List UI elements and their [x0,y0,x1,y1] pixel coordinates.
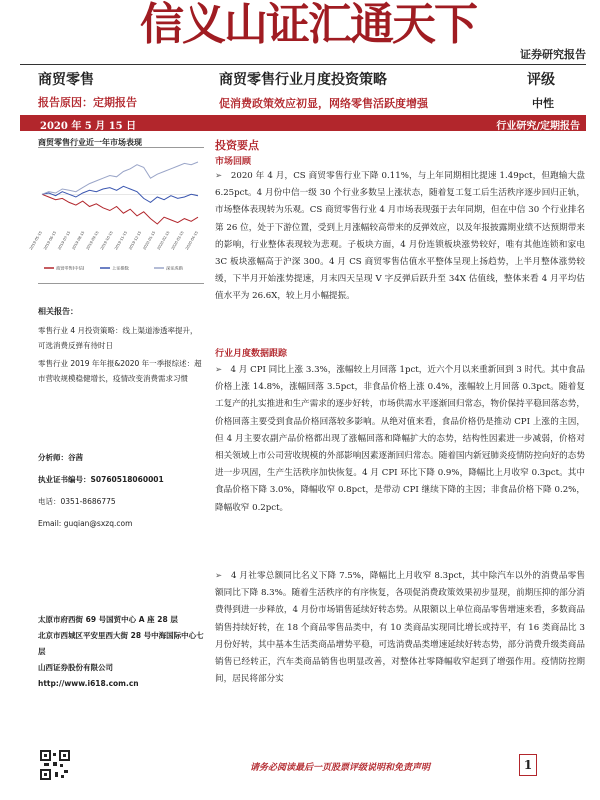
x-tick-label: 2019-08-15 [71,230,86,251]
industry-label: 商贸零售 [38,72,94,88]
report-subtitle: 促消费政策效应初显，网络零售活跃度增强 [219,97,428,110]
related-reports-heading: 相关报告： [38,307,78,316]
x-tick-label: 2019-12-15 [128,230,143,251]
address-line: 北京市西城区平安里西大街 28 号中海国际中心七层 [38,631,204,656]
bullet-arrow-icon: ➢ [215,365,223,375]
license-number: 执业证书编号：S0760518060001 [38,475,164,484]
legend-label: 商贸零售(中信) [56,265,85,271]
cpi-text: 4 月 CPI 同比上涨 3.3%，涨幅较上月回落 1pct，近六个月以来重新回到 3 时代。其中食品价格上涨 14.8%，涨幅回落 3.5pct，非食品价格上涨 0.4%，涨幅较上月回落 0.3pct。随着复工复产的扎实推进和生产需求的逐步好转，市场供需水平逐渐回归常态，物价保持平稳回落态势，价格回落主要受到食品价格回落较多影响。从绝对值来看，食品价格仍是推动 CPI 上涨的主因，但 4 月主要农副产品价格都出现了涨幅回落和降幅扩大的态势，结构性因素进一步减弱，价格对相关领域上市公司营收规模的外部影响因素逐渐回归常态。随着国内新冠肺炎疫情防控向好的态势进一步巩固，生产生活秩序加快恢复。4 月 CPI 环比下降 0.9%，降幅比上月收窄 0.3pct。其中食品价格下降 3.0%，降幅收窄 0.8pct，是带动 CPI 继续下降的主因；非食品价格下降 0.2%，降幅收窄 0.2pct。 [215,365,585,513]
x-tick-label: 2020-04-15 [184,230,199,251]
rating-label: 评级 [527,72,555,88]
analyst-name: 谷茜 [68,453,83,462]
x-tick-label: 2020-03-15 [170,230,185,251]
analyst-info [38,447,164,535]
x-tick-label: 2019-09-15 [85,230,100,251]
address-line: 太原市府西街 69 号国贸中心 A 座 28 层 [38,615,178,624]
email-link[interactable]: Email: guqian@sxzq.com [38,519,133,528]
qr-code-icon [40,750,70,780]
page-number: 1 [519,754,537,776]
x-tick-label: 2019-10-15 [99,230,114,251]
related-report-link[interactable]: 零售行业 4 月投资策略：线上渠道渗透率提升，可选消费反弹有待时日 [38,326,198,350]
chart-bottom-divider [38,283,204,284]
website-link[interactable]: http://www.i618.com.cn [38,679,139,688]
performance-chart [28,150,204,280]
report-category: 行业研究/定期报告 [496,121,580,132]
market-review-paragraph [215,168,585,306]
chart-title: 商贸零售行业近一年市场表现 [38,138,142,147]
company-address [38,612,208,692]
market-review-title: 市场回顾 [215,157,252,167]
retail-paragraph [215,568,585,750]
header-divider [20,64,586,65]
legend-label: 上证指数 [112,265,129,271]
series-line [42,194,198,224]
report-reason: 报告原因：定期报告 [38,96,137,109]
market-review-text: 2020 年 4 月，CS 商贸零售行业下降 0.11%，与上年同期相比提速 1.49pct，但跑输大盘 6.25pct。4 月份中信一级 30 个行业多数呈上涨状态，随着复工复工后生活秩序逐步回归正轨，市场整体表现转为乐观。CS 商贸零售行业 4 月市场表现强于去年同期，但在中信 30 个行业排名第 26 位，处于下游位置，受到上月涨幅较高带来的反弹效应，以及年报披露期业绩不达预期带来的影响，行业整体表现较为悲观。子板块方面，4 月份连锁板块涨势较好，唯有其他连锁和家电 3C 板块涨幅高于沪深 300。4 月 CS 商贸零售估值水平整体呈现上扬趋势，上半月整体涨势较缓，下半月开始涨势提速，月末四天呈现 V 字反弹后跃升至 34X 估值线，整体来看 4 月平均估值水平为 26.6X，较上月小幅提振。 [215,171,585,302]
related-report-link[interactable]: 零售行业 2019 年年报&2020 年一季报综述：超市营收规模稳健增长，疫情改变消费需求习惯 [38,359,202,383]
bullet-arrow-icon: ➢ [215,571,223,581]
rating-value: 中性 [532,97,554,110]
x-tick-label: 2020-01-15 [142,230,157,251]
x-tick-label: 2019-06-15 [43,230,58,251]
analyst-label: 分析师： [38,453,68,462]
chart-top-divider [38,147,204,148]
data-tracking-title: 行业月度数据跟踪 [215,349,288,359]
retail-text: 4 月社零总额同比名义下降 7.5%，降幅比上月收窄 8.3pct，其中除汽车以外的消费品零售额同比下降 8.3%。随着生活秩序的有序恢复，各项促消费政策效果初步显现，前期压抑的部分消费得到进一步释放，4 月份市场销售延续好转态势。从限额以上单位商品零售增速来看，多数商品销售持续好转，在 18 个商品零售品类中，有 10 类商品实现同比增长或持平，有 16 类商品比 3 月份好转，其中基本生活类商品增势平稳，可选消费品类增速延续好转态势，部分消费升级类商品销售已经转正，汽车类商品销售也明显改善，对整体社零降幅收窄起到了增强作用。疫情防控期间，居民将部分实 [215,571,585,685]
disclaimer-notice: 请务必阅读最后一页股票评级说明和免责声明 [250,763,431,773]
company-name: 山西证券股份有限公司 [38,663,113,672]
bullet-arrow-icon: ➢ [215,171,223,181]
x-tick-label: 2019-11-15 [114,230,128,251]
report-title: 商贸零售行业月度投资策略 [219,72,387,88]
x-tick-label: 2019-05-15 [28,230,43,251]
report-date: 2020 年 5 月 15 日 [40,121,137,132]
section-title: 投资要点 [215,139,259,152]
cpi-paragraph [215,362,585,517]
x-tick-label: 2020-02-15 [156,230,171,251]
x-tick-label: 2019-07-15 [57,230,72,251]
report-type-label: 证券研究报告 [520,48,586,61]
legend-label: 深证成指 [166,265,183,271]
phone-number: 电话：0351-8686775 [38,497,116,506]
company-logo: 信义山证汇通天下 [140,0,476,50]
series-line [42,162,198,194]
